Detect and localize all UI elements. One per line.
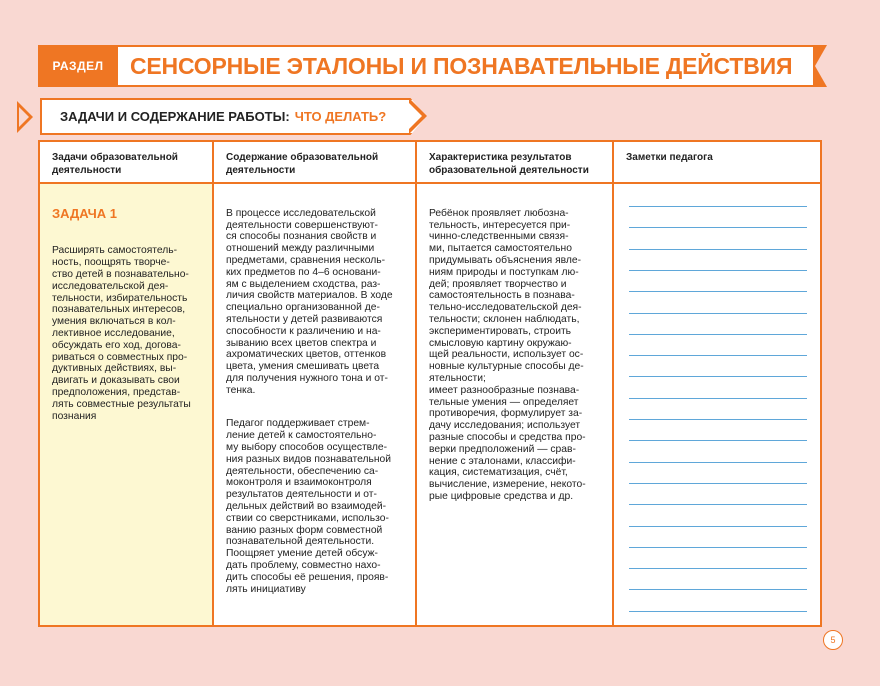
note-line: [629, 227, 807, 228]
content-paragraph-1: В процессе исследовательской деятельности совершенствуют- ся способы познания свойств и отношений между различными предметами, сравнения несколь- ких предметов по 4–6 основани- ям с выделением сходства, раз- личия свойств материалов. В ходе специально организованной де- ятельности у детей развиваются способности к различению и на- зыванию всех цветов спектра и ахроматических цветов, оттенков цвета, умения смешивать цвета для получения нужного тона и от- тенка.: [226, 207, 393, 396]
header-notes: Заметки педагога: [626, 152, 713, 163]
content-paragraph-2: Педагог поддерживает стрем- ление детей к самостоятельно- му выбору способов осуществле- ния разных видов познавательной деятельности, обеспечению са- моконтроля и взаимоконтроля результатов деятельности и от- дельных действий во взаимодей- ствии со сверстниками, использо- ванию разных форм совместной познавательной деятельности. Поощряет умение детей обсуж- дать проблему, совместно нахо- дить способы её решения, прояв- лять инициативу: [226, 418, 392, 595]
note-line: [629, 483, 807, 484]
note-line: [629, 440, 807, 441]
subheading-accent: ЧТО ДЕЛАТЬ?: [294, 109, 387, 124]
task-title: ЗАДАЧА 1: [52, 205, 118, 221]
note-line: [629, 589, 807, 590]
subheading: [60, 98, 386, 135]
header-results: Характеристика результатов образовательной деятельности: [429, 152, 589, 176]
note-line: [629, 568, 807, 569]
note-line: [629, 526, 807, 527]
header-tasks: Задачи образовательной деятельности: [52, 152, 178, 176]
header-content: Содержание образовательной деятельности: [226, 152, 379, 176]
subheading-label: ЗАДАЧИ И СОДЕРЖАНИЕ РАБОТЫ:: [60, 109, 290, 124]
note-line: [629, 611, 807, 612]
note-line: [629, 504, 807, 505]
note-line: [629, 291, 807, 292]
note-line: [629, 334, 807, 335]
note-line: [629, 206, 807, 207]
page-number: 5: [823, 630, 843, 650]
task-cell: [40, 184, 212, 422]
note-line: [629, 398, 807, 399]
work-content-table: [38, 140, 822, 627]
side-triangle-inner: [19, 107, 29, 127]
subheading-arrow-inner: [407, 101, 422, 131]
note-line: [629, 249, 807, 250]
results-cell: [417, 184, 612, 503]
task-text: Расширять самостоятель- ность, поощрять творче- ство детей в познавательно- исследовательской дея- тельности, избирательность познавательных интересов, умения включаться в кол- лективное исследование, обсуждать его ход, догова- риваться о совместных про- дуктивных действиях, вы- двигать и доказывать свои предположения, представ- лять совместные результаты познания: [52, 245, 191, 422]
note-line: [629, 270, 807, 271]
section-title: СЕНСОРНЫЕ ЭТАЛОНЫ И ПОЗНАВАТЕЛЬНЫЕ ДЕЙСТВИЯ: [130, 52, 793, 79]
note-line: [629, 462, 807, 463]
note-line: [629, 376, 807, 377]
section-banner: [38, 45, 826, 87]
banner-flag-decoration: [815, 45, 827, 87]
note-line: [629, 419, 807, 420]
results-text: Ребёнок проявляет любозна- тельность, интересуется при- чинно-следственными связя- ми, пытается самостоятельно придумывать объяснения явле- ниям природы и поступкам лю- дей; проявляет творчество и самостоятельность в познава- тельно-исследовательской дея- тельности; склонен наблюдать, экспериментировать, строить смысловую картину окружаю- щей реальности, использует ос- новные культурные способы де- ятельности; имеет разнообразные познава- тельные умения — определяет противоречия, формулирует за- дачу исследования; использует разные способы и средства про- верки предположений — срав- нение с эталонами, классифи- кация, систематизация, счёт, вычисление, измерение, некото- рые цифровые средства и др.: [429, 207, 586, 502]
section-badge: РАЗДЕЛ: [38, 45, 118, 87]
notes-area[interactable]: [614, 184, 820, 625]
content-cell: [214, 184, 415, 595]
note-line: [629, 313, 807, 314]
note-line: [629, 355, 807, 356]
note-line: [629, 547, 807, 548]
